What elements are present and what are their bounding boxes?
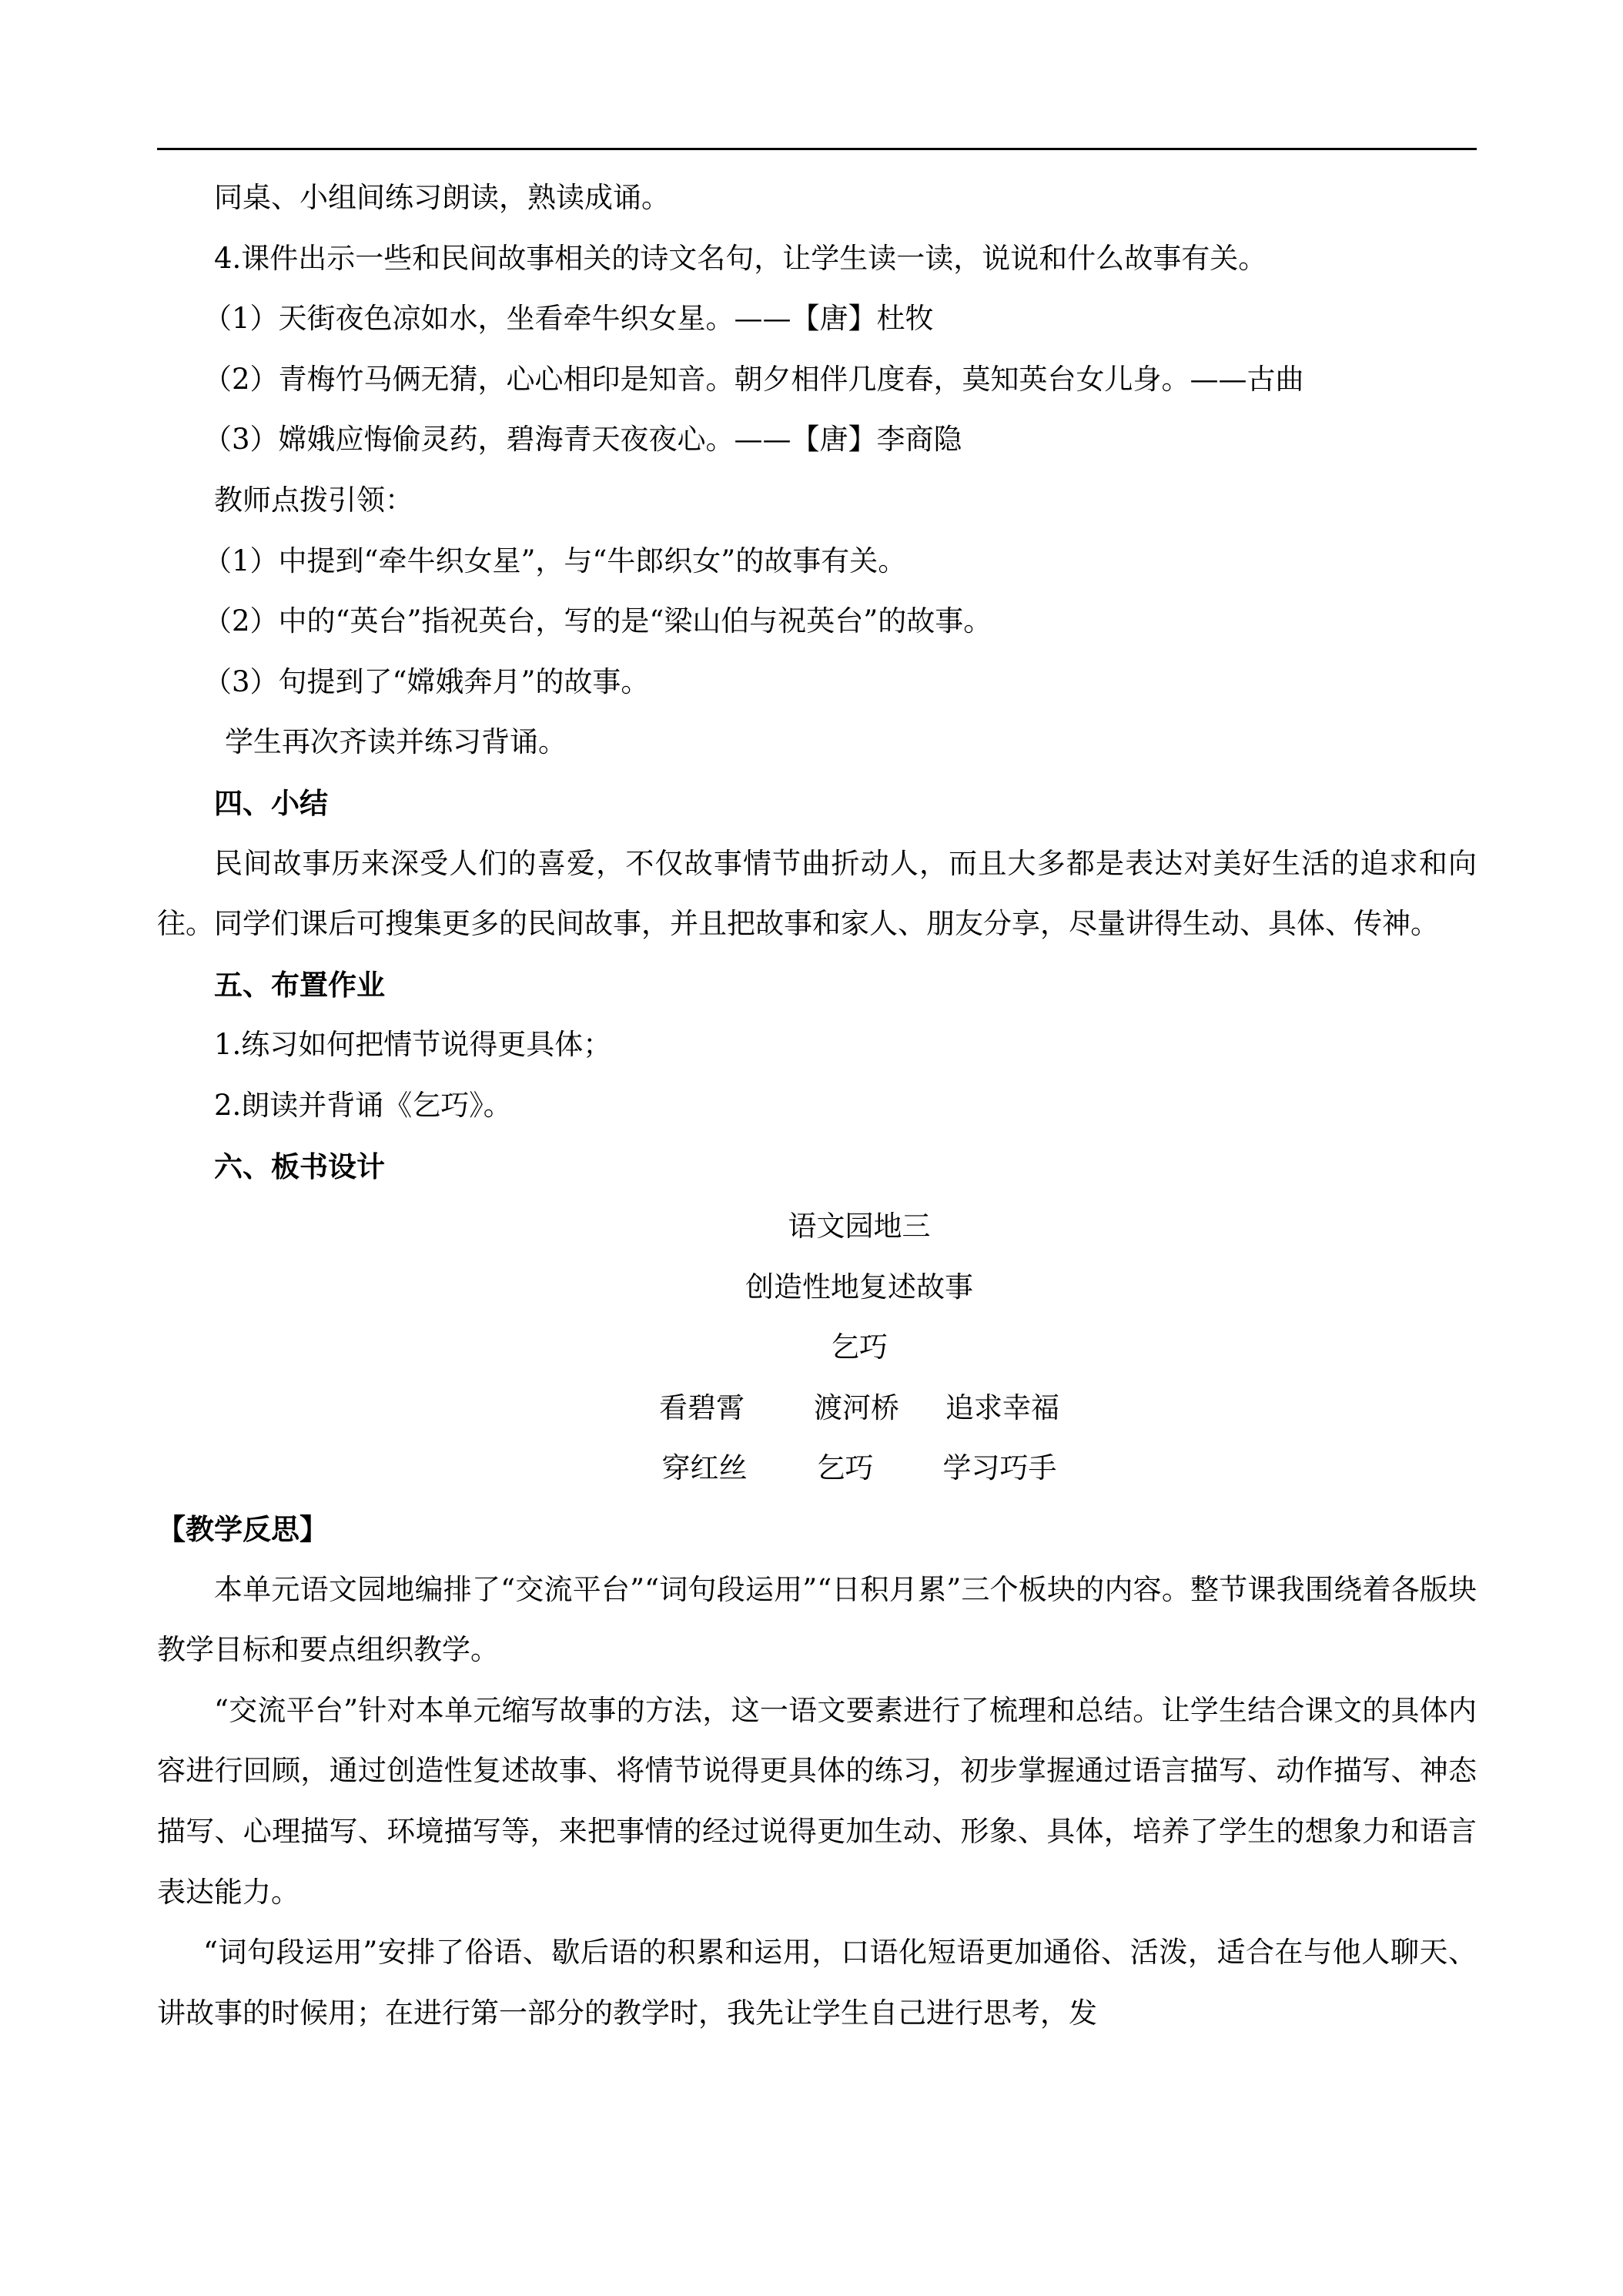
board-cell: 追求幸福	[945, 1391, 1059, 1424]
board-poem: 乞巧	[831, 1330, 888, 1364]
board-row	[157, 1378, 1477, 1439]
board-subtitle: 创造性地复述故事	[745, 1270, 973, 1304]
reflection-heading: 【教学反思】	[157, 1512, 328, 1547]
text-line: 4.课件出示一些和民间故事相关的诗文名句，让学生读一读，说说和什么故事有关。	[214, 241, 1267, 275]
board-cell: 看碧霄	[659, 1391, 745, 1424]
text-line: 同桌、小组间练习朗读，熟读成诵。	[214, 181, 670, 214]
text-line: 教师点拨引领：	[214, 483, 413, 517]
section-heading: 五、布置作业	[214, 967, 385, 1002]
reflection-paragraph: “词句段运用”安排了俗语、歇后语的积累和运用，口语化短语更加通俗、活泼，适合在与他人聊天、讲故事的时候用；在进行第一部分的教学时，我先让学生自己进行思考，发	[157, 1936, 1477, 2030]
section-heading: 六、板书设计	[214, 1149, 385, 1183]
document-page	[157, 168, 1477, 2043]
board-cell: 穿红丝	[661, 1451, 748, 1485]
reflection-paragraph: 本单元语文园地编排了“交流平台”“词句段运用”“日积月累”三个板块的内容。整节课我围绕着各版块教学目标和要点组织教学。	[157, 1572, 1477, 1667]
homework-item: 1.练习如何把情节说得更具体；	[214, 1028, 612, 1062]
header-rule	[157, 148, 1477, 150]
board-cell: 乞巧	[816, 1451, 874, 1485]
text-line: （2）中的“英台”指祝英台，写的是“梁山伯与祝英台”的故事。	[203, 604, 992, 638]
text-line: 学生再次齐读并练习背诵。	[225, 725, 567, 759]
homework-item: 2.朗读并背诵《乞巧》。	[214, 1088, 512, 1122]
poem-line: （2）青梅竹马俩无猜，心心相印是知音。朝夕相伴几度春，莫知英台女儿身。——古曲	[203, 362, 1304, 396]
text-line: （3）句提到了“嫦娥奔月”的故事。	[203, 664, 650, 698]
board-cell: 学习巧手	[942, 1451, 1057, 1485]
board-row	[157, 1438, 1477, 1499]
reflection-paragraph: “交流平台”针对本单元缩写故事的方法，这一语文要素进行了梳理和总结。让学生结合课文的具体内容进行回顾，通过创造性复述故事、将情节说得更具体的练习，初步掌握通过语言描写、动作描写、神态描写、心理描写、环境描写等，来把事情的经过说得更加生动、形象、具体，培养了学生的想象力和语言表达能力。	[157, 1693, 1477, 1909]
board-title: 语文园地三	[788, 1210, 931, 1243]
poem-line: （1）天街夜色凉如水，坐看牵牛织女星。——【唐】杜牧	[203, 302, 934, 336]
summary-paragraph: 民间故事历来深受人们的喜爱，不仅故事情节曲折动人，而且大多都是表达对美好生活的追求和向往。同学们课后可搜集更多的民间故事，并且把故事和家人、朋友分享，尽量讲得生动、具体、传神。	[157, 846, 1477, 941]
text-line: （1）中提到“牵牛织女星”，与“牛郎织女”的故事有关。	[203, 544, 907, 577]
board-cell: 渡河桥	[814, 1391, 899, 1424]
section-heading: 四、小结	[214, 785, 328, 820]
poem-line: （3）嫦娥应悔偷灵药，碧海青天夜夜心。——【唐】李商隐	[203, 423, 962, 457]
